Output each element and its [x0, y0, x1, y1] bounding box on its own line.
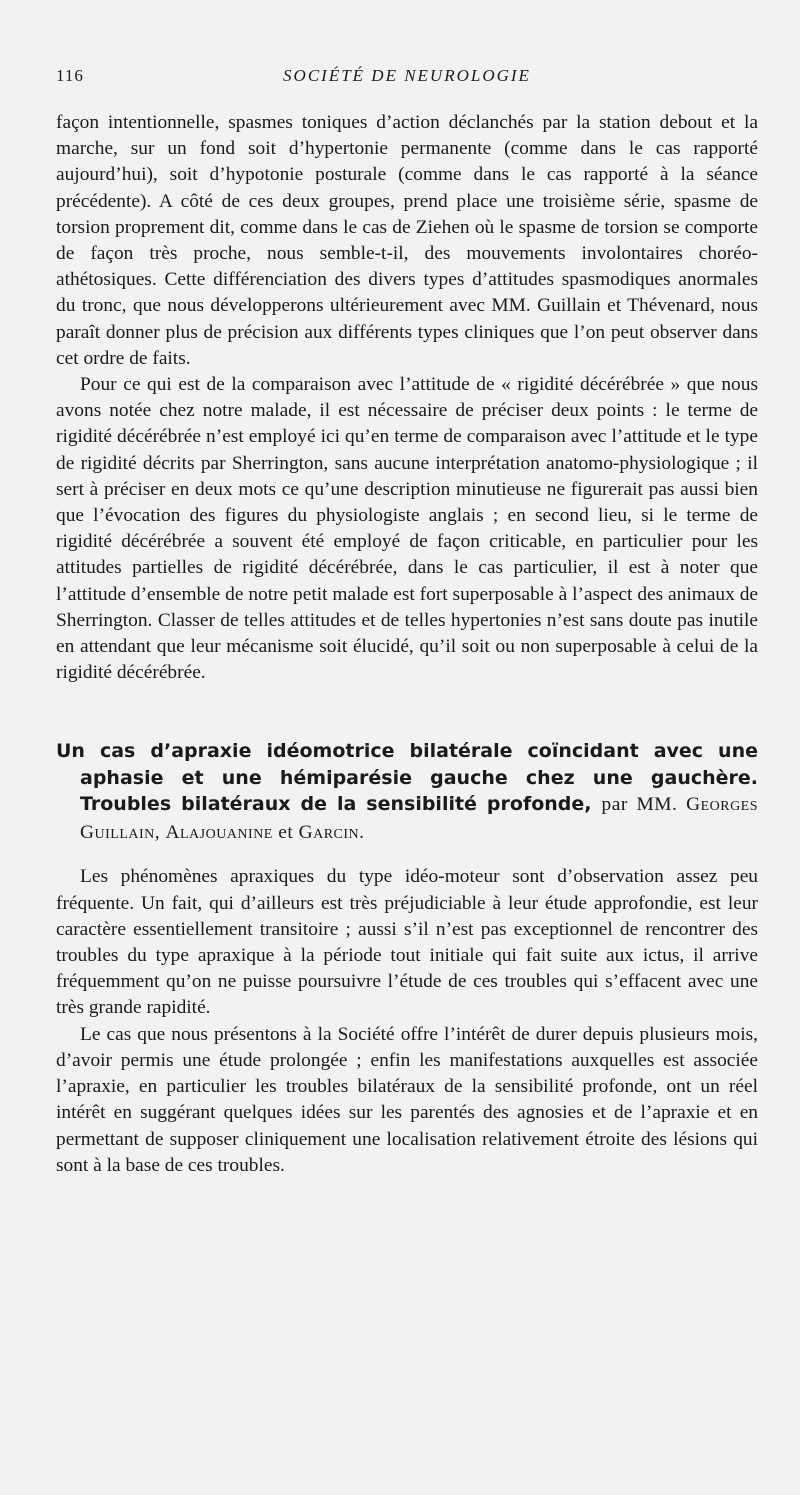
- page-header: [56, 66, 758, 96]
- article-title-text: Un cas d’apraxie idéomotrice bilatérale coïncidant avec une aphasie et une hémiparésie gauche chez une gauchère. Troubles bilatéraux de la sensibilité profonde,: [56, 740, 758, 816]
- paragraph: Le cas que nous présentons à la Société offre l’intérêt de durer depuis plusieurs mois, d’avoir permis une étude prolongée ; enfin les manifestations auxquelles est associée l’apraxie, en particulier les troubles bilatéraux de la sensibilité profonde, ont un réel intérêt en suggérant quelques idées sur les parentés des agnosies et de l’apraxie et en permettant de supposer cliniquement une localisation relativement étroite des lésions qui sont à la base de ces troubles.: [56, 1023, 758, 1176]
- page-number: 116: [56, 66, 84, 85]
- paragraph: Les phénomènes apraxiques du type idéo-moteur sont d’observation assez peu fréquente. Un fait, qui d’ailleurs est très préjudiciable à leur étude approfondie, est leur caractère essentiellement transitoire ; aussi s’il n’est pas exceptionnel de rencontrer des troubles du type apraxique à la période tout initiale qui fait suite aux ictus, il arrive fréquemment qu’on ne puisse poursuivre l’étude de ces troubles qui s’effacent avec une très grande rapidité.: [56, 866, 758, 1019]
- section-gap: [56, 686, 758, 738]
- article-title: [56, 738, 758, 846]
- author-name: Georges Guillain,: [80, 794, 759, 843]
- author-conjunction: et: [278, 821, 294, 843]
- running-title: SOCIÉTÉ DE NEUROLOGIE: [283, 66, 531, 85]
- previous-article-continuation: [56, 110, 758, 686]
- author-prefix: par MM.: [601, 794, 678, 816]
- document-page: [0, 66, 800, 1495]
- paragraph: façon intentionnelle, spasmes toniques d’action déclanchés par la station debout et la marche, sur un fond soit d’hypertonie permanente (comme dans le cas rapporté aujourd’hui), soit d’hypotonie posturale (comme dans le cas rapporté à la séance précédente). A côté de ces deux groupes, prend place une troisième série, spasme de torsion proprement dit, comme dans le cas de Ziehen où le spasme de torsion se comporte de façon très proche, nous semble-t-il, des mouvements involontaires choréo-athétosiques. Cette différenciation des divers types d’attitudes spasmodiques anormales du tronc, que nous développerons ultérieurement avec MM. Guillain et Thévenard, nous paraît donner plus de précision aux différents types cliniques que l’on peut observer dans cet ordre de faits.: [56, 112, 758, 369]
- paragraph: Pour ce qui est de la comparaison avec l’attitude de « rigidité décérébrée » que nous avons notée chez notre malade, il est nécessaire de préciser deux points : le terme de rigidité décérébrée n’est employé ici qu’en terme de comparaison avec l’attitude et le type de rigidité décrits par Sherrington, sans aucune interprétation anatomo-physiologique ; il sert à préciser en deux mots ce qu’une description minutieuse ne figurerait pas aussi bien que l’évocation des figures du physiologiste anglais ; en second lieu, si le terme de rigidité décérébrée a souvent été employé de façon criticable, en particulier pour les attitudes partielles de rigidité décérébrée, dans le cas particulier, il est à noter que l’attitude d’ensemble de notre petit malade est fort superposable à l’aspect des animaux de Sherrington. Classer de telles attitudes et de telles hypertonies n’est sans doute pas inutile en attendant que leur mécanisme soit élucidé, qu’il soit ou non superposable à celui de la rigidité décérébrée.: [56, 374, 758, 684]
- article-body: [56, 864, 758, 1178]
- author-name: Alajouanine: [165, 821, 273, 843]
- author-name: Garcin.: [298, 821, 365, 843]
